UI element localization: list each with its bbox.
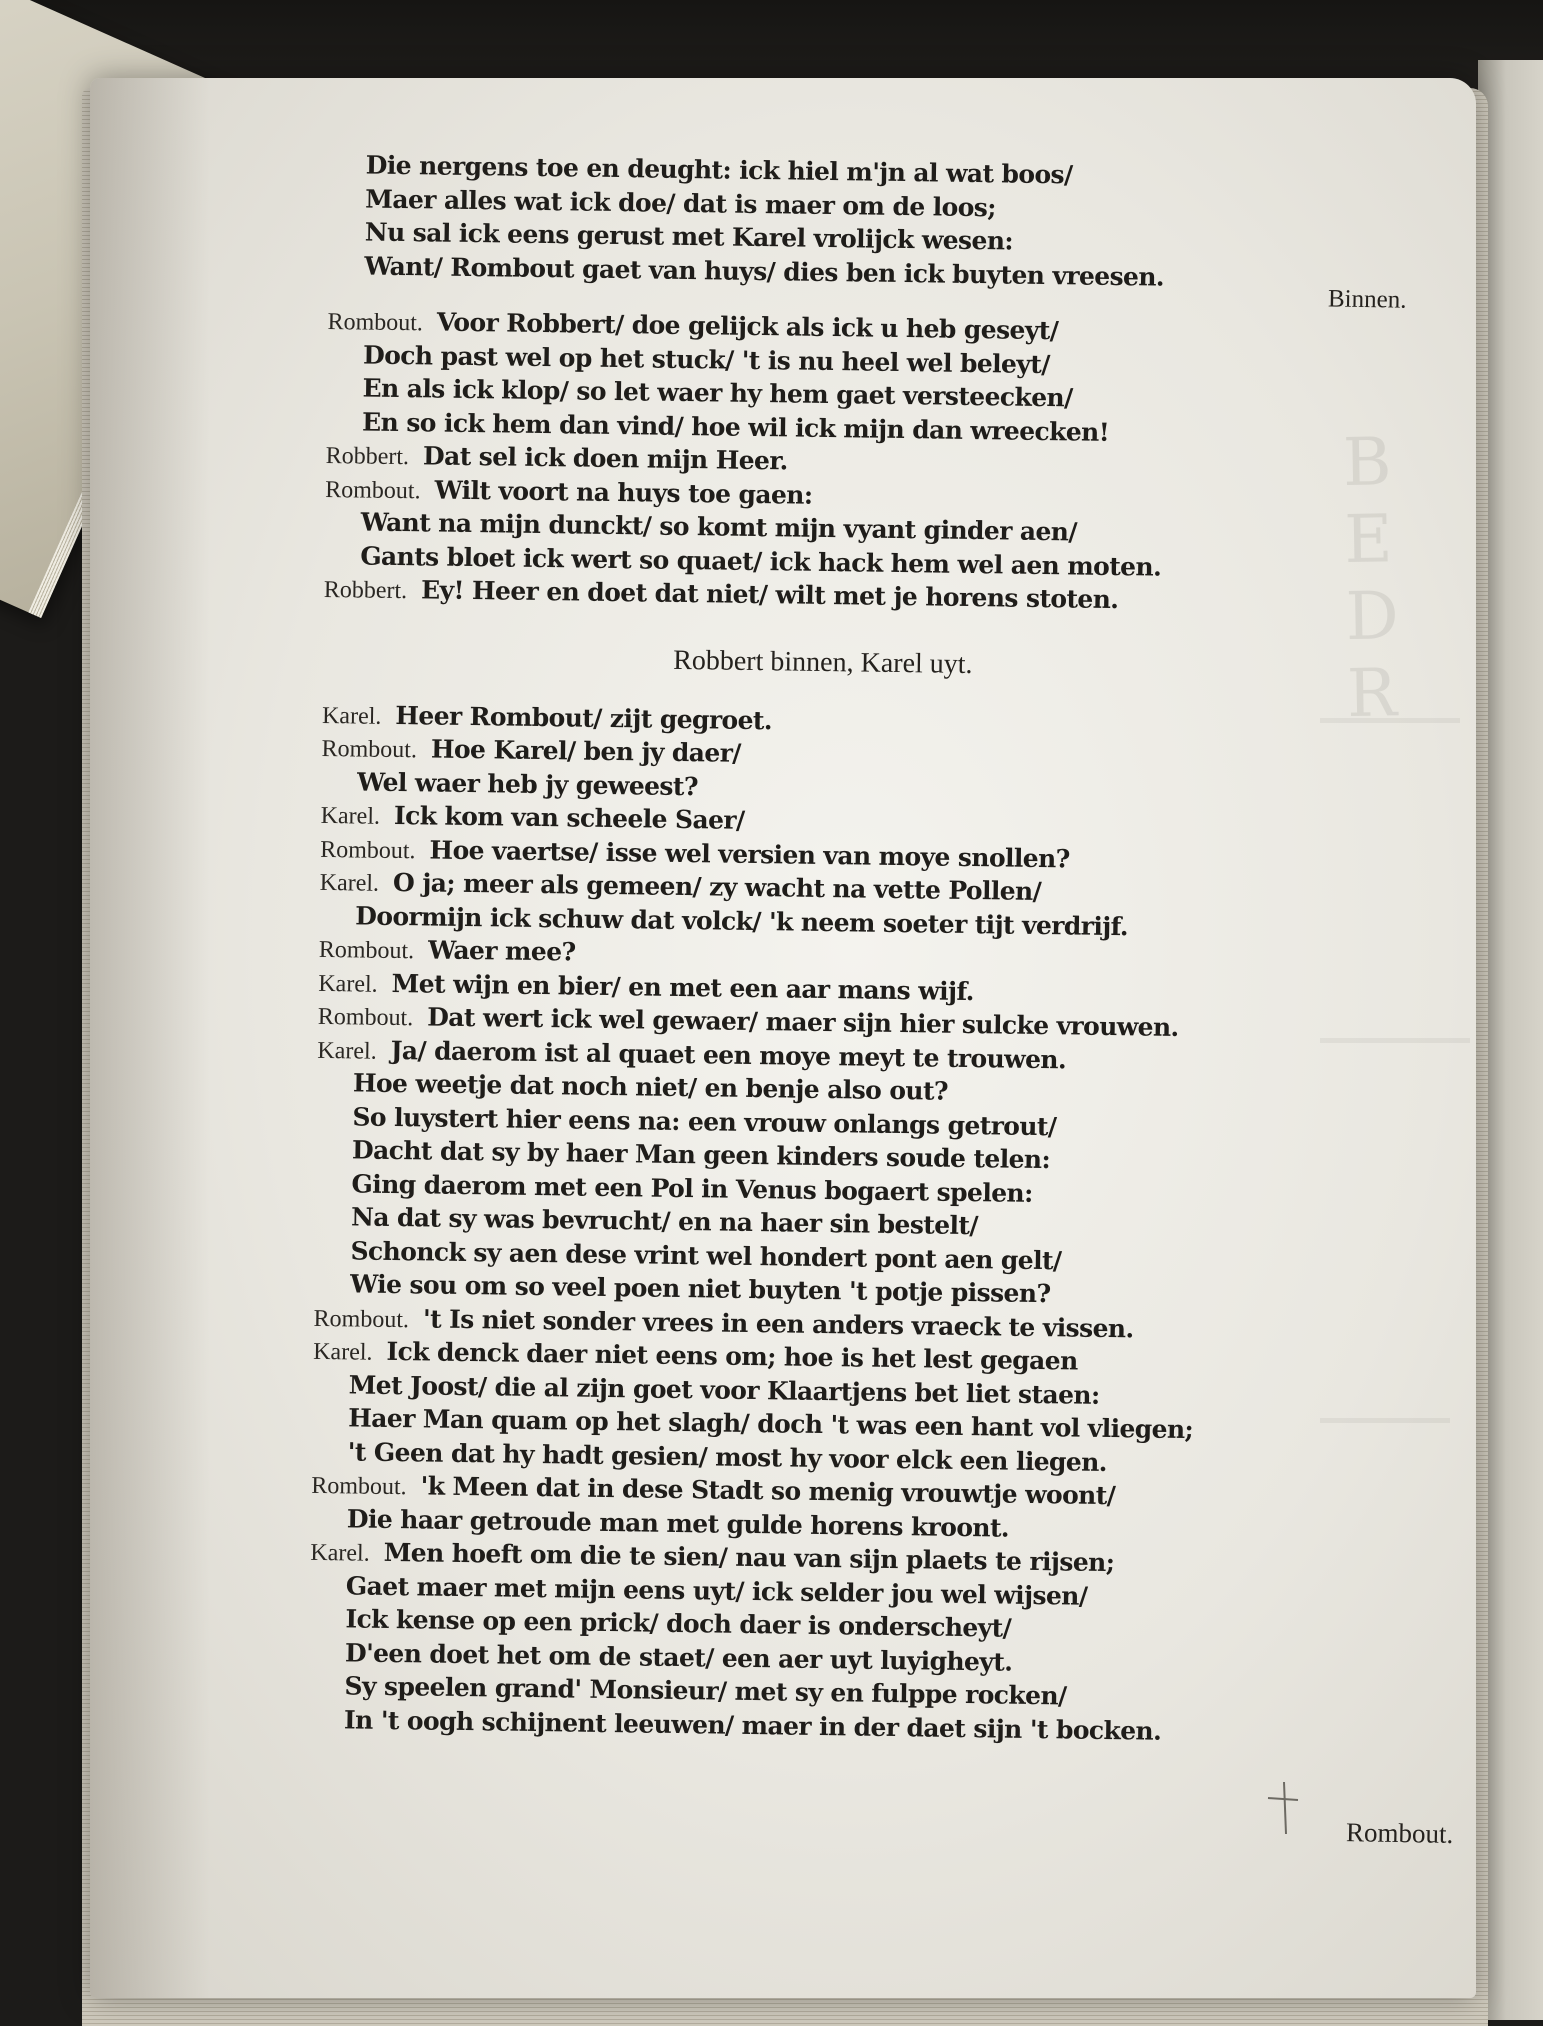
show-through-text: B E D R — [1342, 423, 1418, 733]
speaker-name: Karel. — [310, 1539, 370, 1567]
verse-text: Ick kense op een prick/ doch daer is onderscheyt/ — [345, 1604, 1012, 1643]
verse-text: In 't oogh schijnent leeuwen/ maer in der daet sijn 't bocken. — [343, 1704, 1162, 1746]
speaker-name: Rombout. — [321, 735, 418, 764]
verse-text: Nu sal ick eens gerust met Karel vrolijck wesen: — [364, 217, 1014, 256]
verse-text: Hoe Karel/ ben jy daer/ — [430, 734, 742, 768]
page-gutter-shadow — [90, 78, 210, 1998]
verse-text: Dacht dat sy by haer Man geen kinders soude telen: — [351, 1135, 1051, 1175]
verse-text: 'k Meen dat in dese Stadt so menig vrouwtje woont/ — [420, 1471, 1116, 1511]
verse-text: 't Geen dat hy hadt gesien/ most hy voor elck een liegen. — [347, 1436, 1108, 1477]
verse-text: Ja/ daerom ist al quaet een moye meyt te trouwen. — [390, 1035, 1067, 1074]
verse-text: Hoe vaertse/ isse wel versien van moye snollen? — [429, 834, 1070, 873]
verse-text: Na dat sy was bevrucht/ en na haer sin bestelt/ — [350, 1202, 979, 1241]
verse-text: Ick denck daer niet eens om; hoe is het lest gegaen — [386, 1336, 1078, 1376]
speaker-name: Karel. — [319, 869, 380, 897]
speaker-name: Rombout. — [327, 308, 424, 337]
verse-text: Met Joost/ die al zijn goet voor Klaartjens bet liet staen: — [348, 1369, 1100, 1410]
verse-text: Maer alles wat ick doe/ dat is maer om de loos; — [365, 183, 997, 222]
verse-text: Ging daerom met een Pol in Venus bogaert spelen: — [351, 1168, 1033, 1208]
play-text — [308, 148, 1450, 1751]
verse-text: Hoe weetje dat noch niet/ en benje also out? — [352, 1068, 949, 1106]
verse-text: Want/ Rombout gaet van huys/ dies ben ick buyten vreesen. — [364, 250, 1165, 292]
speaker-name: Rombout. — [311, 1472, 407, 1501]
speaker-name: Rombout. — [313, 1305, 410, 1333]
speaker-name: Karel. — [318, 970, 378, 998]
verse-text: Voor Robbert/ doe gelijck als ick u heb geseyt/ — [436, 307, 1059, 346]
verse-text: Haer Man quam op het slagh/ doch 't was een hant vol vliegen; — [348, 1403, 1194, 1445]
verse-text: D'een doet het om de staet/ een aer uyt luyigheyt. — [344, 1637, 1013, 1677]
verse-text: Wel waer heb jy geweest? — [356, 766, 699, 801]
verse-text: Doch past wel op het stuck/ 't is nu heel wel beleyt/ — [362, 339, 1050, 379]
speaker-name: Karel. — [313, 1338, 373, 1366]
verse-text: Ey! Heer en doet dat niet/ wilt met je horens stoten. — [420, 575, 1119, 615]
verse-group-top — [328, 148, 1450, 298]
speaker-name: Rombout. — [318, 936, 415, 965]
verse-text: Die haar getroude man met gulde horens kroont. — [346, 1503, 1010, 1543]
verse-text: Want na mijn dunckt/ so komt mijn vyant ginder aen/ — [360, 507, 1078, 547]
verse-text: 't Is niet sonder vrees in een anders vraeck te vissen. — [422, 1303, 1134, 1343]
verse-text: Doormijn ick schuw dat volck/ 'k neem soeter tijt verdrijf. — [355, 900, 1129, 941]
verse-group-scene2 — [308, 697, 1442, 1751]
speaker-name: Robbert. — [323, 576, 408, 605]
verse-text: Heer Rombout/ zijt gegroet. — [395, 700, 773, 735]
speaker-name: Rombout. — [320, 836, 416, 864]
verse-text: Dat wert ick wel gewaer/ maer sijn hier sulcke vrouwen. — [427, 1002, 1179, 1042]
speaker-name: Karel. — [317, 1037, 377, 1065]
verse-text: Met wijn en bier/ en met een aar mans wijf. — [391, 968, 975, 1006]
verse-text: Men hoeft om die te sien/ nau van sijn plaets te rijsen; — [383, 1537, 1115, 1578]
verse-text: Wilt voort na huys toe gaen: — [434, 474, 813, 510]
stage-note-binnen: Binnen. — [1327, 285, 1407, 314]
verse-text: En so ick hem dan vind/ hoe wil ick mijn dan wreecken! — [361, 406, 1110, 447]
pencil-cross-mark — [1262, 1778, 1302, 1838]
verse-text: Schonck sy aen dese vrint wel hondert pont aen gelt/ — [350, 1235, 1062, 1275]
verse-group-scene1 — [324, 304, 1448, 621]
speaker-name: Karel. — [320, 802, 381, 830]
verse-text: O ja; meer als gemeen/ zy wacht na vette Pollen/ — [392, 867, 1042, 907]
verse-text: Ick kom van scheele Saer/ — [393, 800, 745, 835]
speaker-name: Robbert. — [325, 442, 410, 471]
speaker-name: Karel. — [321, 702, 382, 730]
verse-text: Dat sel ick doen mijn Heer. — [422, 441, 788, 476]
verse-text: En als ick klop/ so let waer hy hem gaet versteecken/ — [362, 373, 1073, 413]
verse-text: Die nergens toe en deught: ick hiel m'jn al wat boos/ — [365, 150, 1073, 190]
stage-direction: Robbert binnen, Karel uyt. — [672, 644, 973, 680]
verse-text: Waer mee? — [427, 935, 576, 967]
verse-text: Wie sou om so veel poen niet buyten 't potje pissen? — [349, 1269, 1051, 1309]
verse-text: Gants bloet ick wert so quaet/ ick hack hem wel aen moten. — [360, 540, 1162, 582]
catchword: Rombout. — [1345, 1817, 1454, 1849]
speaker-name: Rombout. — [325, 476, 421, 504]
speaker-name: Rombout. — [317, 1003, 414, 1032]
verse-text: Sy speelen grand' Monsieur/ met sy en fulppe rocken/ — [344, 1671, 1067, 1711]
verse-text: Gaet maer met mijn eens uyt/ ick selder jou wel wijsen/ — [345, 1570, 1088, 1611]
verse-text: So luystert hier eens na: een vrouw onlangs getrout/ — [352, 1101, 1057, 1141]
